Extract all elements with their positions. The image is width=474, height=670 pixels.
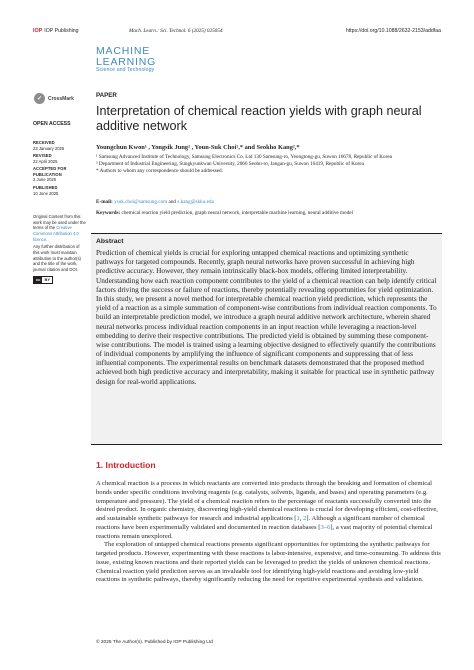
accepted-label: ACCEPTED FOR PUBLICATION	[33, 166, 67, 177]
by-label: BY	[44, 277, 51, 283]
crossmark-badge[interactable]	[34, 93, 74, 104]
keywords-label: Keywords:	[96, 210, 121, 216]
journal-citation: Mach. Learn.: Sci. Technol. 6 (2025) 025054	[129, 28, 223, 34]
paper-title: Interpretation of chemical reaction yields with graph neural additive network	[96, 104, 422, 134]
iop-icon: IOP	[33, 28, 43, 34]
received-date: 23 January 2025	[33, 145, 65, 151]
affiliation-2: ² Department of Industrial Engineering, Sungkyunkwan University, 2066 Seobu-ro, Jangan-gu, Suwon 16419, Republic of Korea	[96, 161, 364, 168]
abstract-heading: Abstract	[96, 238, 124, 245]
authors-text: Youngchun Kwon¹ , Yongsik Jung² , Youn-Suk Choi¹,* and Seokho Kang²,*	[96, 144, 300, 151]
open-access-label: OPEN ACCESS	[33, 121, 71, 127]
accepted-date: 2 June 2025	[33, 177, 57, 183]
email-line	[96, 199, 441, 205]
affiliations	[96, 154, 441, 176]
introduction-body	[96, 480, 441, 585]
email-link-1[interactable]: ysuk.choi@samsung.com	[114, 199, 168, 205]
keywords-text: chemical reaction yield prediction, graph neural network, interpretable machine learning, neural additive model	[121, 210, 353, 216]
journal-logo-line3: Science and Technology	[96, 67, 155, 73]
citation-link[interactable]: 1	[296, 515, 300, 523]
intro-p1-text-d: ], a vast majority of potential chemical reactions remain unexplored.	[96, 523, 433, 540]
revised-label: REVISED	[33, 153, 52, 159]
license-note: Any further distribution of this work must maintain attribution to the author(s) and the title of the work, journal citation and DOI.	[33, 244, 81, 273]
author-list	[96, 144, 441, 151]
intro-p1-text-c: ]. Although a significant number of chemical reactions have been experimentally validated and documented in reaction databases [	[96, 515, 425, 531]
doi-link[interactable]: https://doi.org/10.1088/2632-2153/addfaa	[345, 28, 441, 34]
crossmark-icon: ✓	[34, 93, 45, 104]
section-heading-introduction: 1. Introduction	[96, 460, 156, 470]
sidebar-license	[33, 214, 87, 284]
intro-paragraph-2: The exploration of untapped chemical reactions presents significant opportunities for optimizing the synthetic pathways for targeted products. However, experimenting with these reactions is labor-intensive, expensive, and time-consuming. To address this issue, existing known reactions and their reported yields can be leveraged to predict the yields of unknown chemical reactions. Chemical reaction yield prediction serves as an invaluable tool for identifying high-yield reactions and avoiding low-yield reactions in synthetic pathways, thereby significantly reducing the need for repetitive experimental synthesis and validation.	[96, 541, 441, 584]
citation-link[interactable]: 3–6	[320, 523, 331, 531]
cc-label: cc	[36, 277, 41, 283]
journal-logo-line1: MACHINE	[96, 45, 151, 57]
revised-date: 22 April 2025	[33, 158, 58, 164]
license-text: Original Content from this work may be used under the terms of the	[33, 214, 86, 231]
abstract-text: Prediction of chemical yields is crucial for exploring untapped chemical reactions and optimizing synthetic pathways for targeted compounds. Recently, graph neural networks have proven successful in achieving high predictive accuracy. However, they remain intrinsically black-box models, offering limited interpretability. Understanding how each reaction component contributes to the yield of a chemical reaction can help identify critical factors driving the success or failure of reactions, thereby potentially revealing opportunities for yield optimization. In this study, we present a novel method for interpretable chemical reaction yield prediction, which represents the yield of a reaction as a simple summation of component-wise contributions from individual reaction components. To build an interpretable prediction model, we introduce a graph neural additive network architecture, wherein shared neural networks process individual reaction components in an input reaction while leveraging a reaction-level embedding to derive their respective contributions. The predicted yield is obtained by summing these component-wise contributions. The model is trained using a learning objective designed to effectively quantify the contributions of individual components by amplifying the influence of significant components and suppressing that of less influential components. The experimental results on benchmark datasets demonstrated that the proposed method achieved both high predictive accuracy and interpretability, making it suitable for practical use in synthetic pathway design for real-world applications.	[96, 248, 437, 386]
journal-logo-line2: LEARNING	[96, 55, 157, 68]
affiliation-1: ¹ Samsung Advanced Institute of Technology, Samsung Electronics Co. Ltd 130 Samsung-ro, Yeongtong-gu, Suwon 16678, Republic of Korea	[96, 154, 392, 160]
published-label: PUBLISHED	[33, 185, 58, 191]
journal-logo	[96, 46, 156, 73]
keywords-line	[96, 210, 441, 216]
running-header	[33, 28, 441, 42]
publisher-name: IOP Publishing	[44, 28, 79, 34]
intro-p1-text-b: ,	[299, 515, 304, 523]
abstract-box	[91, 233, 442, 445]
sidebar-open-access	[33, 121, 87, 128]
article-type: PAPER	[96, 92, 117, 99]
license-link[interactable]: Creative Commons Attribution 4.0 licence.	[33, 225, 79, 242]
email-label: E-mail:	[96, 199, 113, 205]
cc-by-icon	[33, 276, 53, 285]
email-link-2[interactable]: s.kang@skku.edu	[177, 199, 215, 205]
correspondence-note: * Authors to whom any correspondence should be addressed.	[96, 168, 223, 175]
email-and: and	[168, 199, 177, 205]
copyright-footer: © 2025 The Author(s). Published by IOP Publishing Ltd	[96, 640, 213, 645]
crossmark-label: CrossMark	[48, 95, 74, 102]
sidebar-dates	[33, 140, 87, 196]
publisher-logo	[33, 28, 79, 34]
intro-p1-text-a: A chemical reaction is a process in which reactants are converted into products through the breaking and formation of chemical bonds under specific conditions involving reagents (e.g. catalysts, solvents, ligands, and bases) and operating parameters (e.g. temperature and pressure). The yield of a chemical reaction refers to the percentage of reactants successfully converted into the desired product. In organic chemistry, discovering high-yield chemical reactions is crucial for developing efficient, cost-effective, and sustainable synthetic pathways for research and industrial applications [	[96, 480, 438, 523]
published-date: 10 June 2025	[33, 190, 59, 196]
intro-paragraph-1	[96, 480, 441, 541]
citation-link[interactable]: 2	[303, 515, 307, 523]
received-label: RECEIVED	[33, 140, 55, 145]
